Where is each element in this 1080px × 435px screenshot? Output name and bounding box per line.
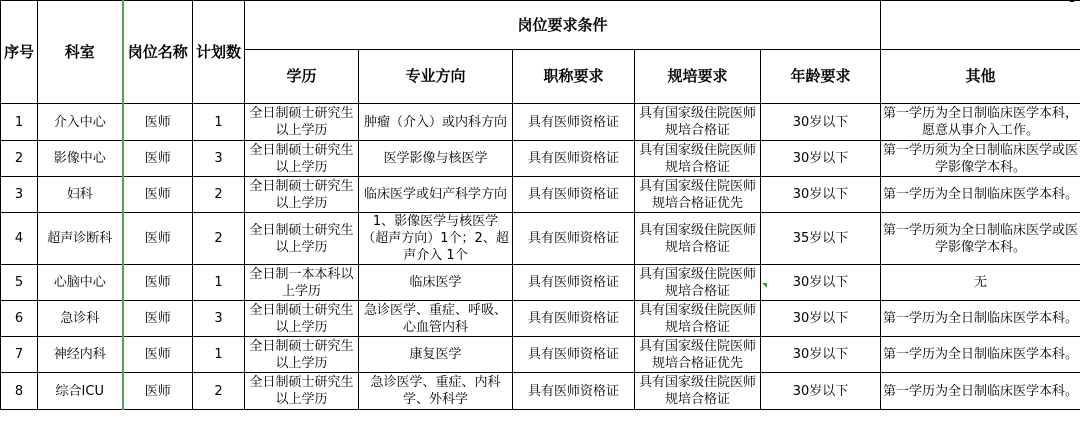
cell-position: 医师 <box>123 301 193 337</box>
cell-position: 医师 <box>123 177 193 213</box>
header-row-top <box>1 1 1080 50</box>
cell-title: 具有医师资格证 <box>513 301 635 337</box>
header-top-right-empty <box>881 1 1080 50</box>
cell-dept: 超声诊断科 <box>38 213 123 265</box>
header-training-req: 规培要求 <box>635 50 761 104</box>
cell-training: 具有国家级住院医师规培合格证优先 <box>635 177 761 213</box>
cell-education: 全日制硕士研究生以上学历 <box>245 337 359 373</box>
cell-major: 临床医学 <box>359 265 513 301</box>
cell-title: 具有医师资格证 <box>513 177 635 213</box>
cell-education: 全日制硕士研究生以上学历 <box>245 104 359 141</box>
cell-title: 具有医师资格证 <box>513 141 635 177</box>
table-row <box>1 301 1080 337</box>
cell-count: 1 <box>193 337 245 373</box>
cell-seq: 5 <box>1 265 38 301</box>
cell-education: 全日制一本本科以上学历 <box>245 265 359 301</box>
cell-seq: 3 <box>1 177 38 213</box>
cell-education: 全日制硕士研究生以上学历 <box>245 373 359 410</box>
table-row <box>1 337 1080 373</box>
cell-count: 3 <box>193 141 245 177</box>
cell-dept: 影像中心 <box>38 141 123 177</box>
cell-other: 第一学历为全日制临床医学本科。 <box>881 373 1080 410</box>
cell-age: 30岁以下 <box>761 265 881 301</box>
cell-other: 第一学历为全日制临床医学本科。 <box>881 301 1080 337</box>
cell-dept: 妇科 <box>38 177 123 213</box>
cell-training: 具有国家级住院医师规培合格证 <box>635 265 761 301</box>
header-age-req: 年龄要求 <box>761 50 881 104</box>
header-major: 专业方向 <box>359 50 513 104</box>
cell-dept: 心脑中心 <box>38 265 123 301</box>
cell-title: 具有医师资格证 <box>513 104 635 141</box>
cell-count: 2 <box>193 177 245 213</box>
table-row <box>1 141 1080 177</box>
cell-age: 30岁以下 <box>761 337 881 373</box>
cell-training: 具有国家级住院医师规培合格证 <box>635 301 761 337</box>
cell-age: 35岁以下 <box>761 213 881 265</box>
table-row <box>1 213 1080 265</box>
cell-title: 具有医师资格证 <box>513 265 635 301</box>
header-dept: 科室 <box>38 1 123 104</box>
cell-major: 医学影像与核医学 <box>359 141 513 177</box>
cell-seq: 8 <box>1 373 38 410</box>
cell-other: 第一学历为全日制临床医学本科。 <box>881 337 1080 373</box>
cell-major: 急诊医学、重症、内科学、外科学 <box>359 373 513 410</box>
header-plan-count: 计划数 <box>193 1 245 104</box>
cell-seq: 6 <box>1 301 38 337</box>
header-position-name: 岗位名称 <box>123 1 193 104</box>
cell-major: 临床医学或妇产科学方向 <box>359 177 513 213</box>
cell-count: 2 <box>193 213 245 265</box>
cell-training: 具有国家级住院医师规培合格证 <box>635 141 761 177</box>
cell-age: 30岁以下 <box>761 177 881 213</box>
cell-other: 第一学历为全日制临床医学本科。 <box>881 177 1080 213</box>
cell-seq: 1 <box>1 104 38 141</box>
cell-education: 全日制硕士研究生以上学历 <box>245 141 359 177</box>
cell-major: 康复医学 <box>359 337 513 373</box>
cell-education: 全日制硕士研究生以上学历 <box>245 213 359 265</box>
header-other: 其他 <box>881 50 1080 104</box>
table-row <box>1 265 1080 301</box>
cell-count: 1 <box>193 265 245 301</box>
cell-age: 30岁以下 <box>761 373 881 410</box>
table-row <box>1 104 1080 141</box>
cell-position: 医师 <box>123 373 193 410</box>
header-requirements-group: 岗位要求条件 <box>245 1 881 50</box>
cell-count: 1 <box>193 104 245 141</box>
cell-seq: 7 <box>1 337 38 373</box>
cell-education: 全日制硕士研究生以上学历 <box>245 301 359 337</box>
cell-title: 具有医师资格证 <box>513 373 635 410</box>
cell-major: 肿瘤（介入）或内科方向 <box>359 104 513 141</box>
header-seq: 序号 <box>1 1 38 104</box>
cell-dept: 介入中心 <box>38 104 123 141</box>
corner-mark <box>1070 0 1074 2</box>
cell-age: 30岁以下 <box>761 301 881 337</box>
cell-other: 第一学历为全日制临床医学本科，愿意从事介入工作。 <box>881 104 1080 141</box>
cell-training: 具有国家级住院医师规培合格证 <box>635 104 761 141</box>
header-title-req: 职称要求 <box>513 50 635 104</box>
cell-position: 医师 <box>123 141 193 177</box>
table-row <box>1 177 1080 213</box>
cell-other: 第一学历须为全日制临床医学或医学影像学本科。 <box>881 141 1080 177</box>
cell-age: 30岁以下 <box>761 141 881 177</box>
cell-seq: 4 <box>1 213 38 265</box>
cell-other: 无 <box>881 265 1080 301</box>
cell-seq: 2 <box>1 141 38 177</box>
cell-dept: 急诊科 <box>38 301 123 337</box>
cell-position: 医师 <box>123 104 193 141</box>
cell-dept: 神经内科 <box>38 337 123 373</box>
cell-training: 具有国家级住院医师规培合格证 <box>635 213 761 265</box>
cell-title: 具有医师资格证 <box>513 337 635 373</box>
cell-major: 急诊医学、重症、呼吸、心血管内科 <box>359 301 513 337</box>
cell-other: 第一学历须为全日制临床医学或医学影像学本科。 <box>881 213 1080 265</box>
cell-comment-marker <box>762 283 767 288</box>
cell-training: 具有国家级住院医师规培合格证优先 <box>635 337 761 373</box>
cell-count: 3 <box>193 301 245 337</box>
cell-title: 具有医师资格证 <box>513 213 635 265</box>
cell-dept: 综合ICU <box>38 373 123 410</box>
cell-training: 具有国家级住院医师规培合格证 <box>635 373 761 410</box>
cell-position: 医师 <box>123 265 193 301</box>
cell-age: 30岁以下 <box>761 104 881 141</box>
table-row <box>1 373 1080 410</box>
cell-major: 1、影像医学与核医学（超声方向）1个；2、超声介入 1个 <box>359 213 513 265</box>
cell-education: 全日制硕士研究生以上学历 <box>245 177 359 213</box>
cell-position: 医师 <box>123 213 193 265</box>
header-education: 学历 <box>245 50 359 104</box>
cell-position: 医师 <box>123 337 193 373</box>
cell-count: 2 <box>193 373 245 410</box>
